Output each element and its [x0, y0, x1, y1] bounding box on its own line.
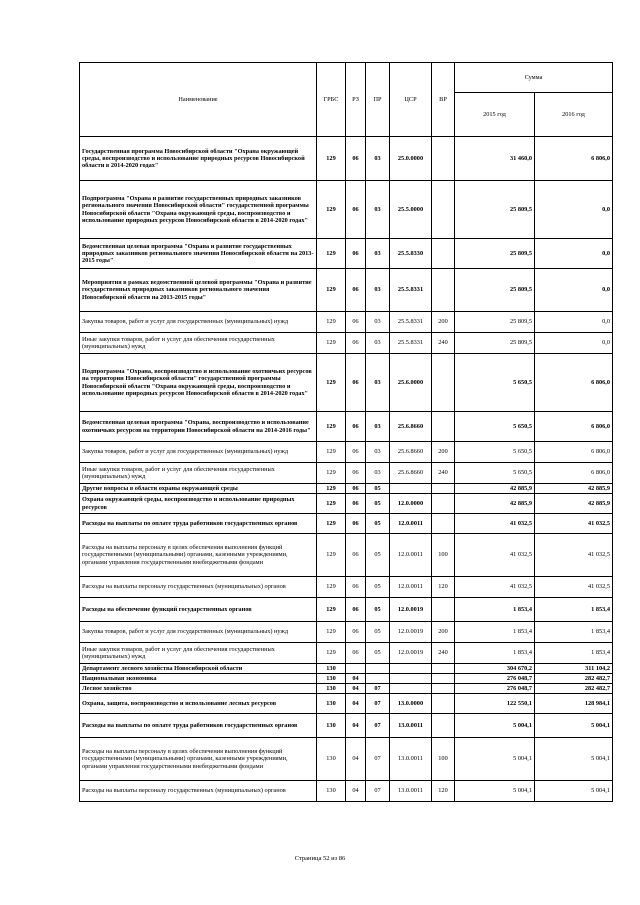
header-vr: ВР — [432, 63, 455, 137]
cell-y2016: 41 032,5 — [535, 577, 613, 598]
table-row — [80, 674, 613, 684]
cell-name: Иные закупки товаров, работ и услуг для обеспечения государственных (муниципальных) нужд — [80, 333, 317, 354]
cell-name: Иные закупки товаров, работ и услуг для обеспечения государственных (муниципальных) нужд — [80, 643, 317, 664]
header-csr: ЦСР — [390, 63, 432, 137]
cell-csr: 12.0.0019 — [390, 622, 432, 643]
cell-y2015: 276 048,7 — [455, 674, 535, 684]
cell-y2016: 6 806,0 — [535, 442, 613, 463]
cell-y2016: 128 984,1 — [535, 694, 613, 714]
cell-pr: 05 — [366, 514, 390, 534]
cell-name: Государственная программа Новосибирской области "Охрана окружающей среды, воспроизводство и использование природных ресурсов Новосибирской области в 2014-2020 годах" — [80, 137, 317, 181]
cell-rz: 06 — [346, 598, 366, 622]
table-row — [80, 781, 613, 802]
table-row — [80, 181, 613, 239]
cell-y2015: 304 670,2 — [455, 664, 535, 674]
cell-vr — [432, 714, 455, 738]
cell-y2015: 41 032,5 — [455, 514, 535, 534]
cell-rz: 06 — [346, 333, 366, 354]
table-row — [80, 312, 613, 333]
cell-pr: 03 — [366, 269, 390, 312]
cell-grbs: 129 — [317, 577, 346, 598]
cell-y2016: 282 482,7 — [535, 674, 613, 684]
table-row — [80, 333, 613, 354]
cell-csr: 25.5.8331 — [390, 312, 432, 333]
cell-rz: 06 — [346, 494, 366, 514]
cell-vr — [432, 484, 455, 494]
cell-pr — [366, 664, 390, 674]
table-row — [80, 598, 613, 622]
cell-name: Подпрограмма "Охрана, воспроизводство и использование охотничьих ресурсов на территории Новосибирской области" государственной программы Новосибирской области "Охрана окружающей среды, воспроизводство и использование природных ресурсов Новосибирской области в 2014-2020 годах" — [80, 354, 317, 412]
header-year-2016: 2016 год — [535, 93, 613, 137]
cell-csr: 25.5.8331 — [390, 333, 432, 354]
cell-grbs: 129 — [317, 534, 346, 577]
cell-grbs: 130 — [317, 694, 346, 714]
cell-y2015: 42 885,9 — [455, 484, 535, 494]
cell-rz: 06 — [346, 239, 366, 269]
table-row — [80, 694, 613, 714]
cell-pr: 03 — [366, 181, 390, 239]
cell-csr: 13.0.0000 — [390, 694, 432, 714]
cell-y2016: 6 806,0 — [535, 463, 613, 484]
cell-vr: 240 — [432, 643, 455, 664]
cell-pr: 05 — [366, 577, 390, 598]
cell-grbs: 129 — [317, 412, 346, 442]
cell-pr: 07 — [366, 738, 390, 781]
cell-rz: 06 — [346, 137, 366, 181]
cell-name: Национальная экономика — [80, 674, 317, 684]
cell-pr: 07 — [366, 684, 390, 694]
cell-y2016: 1 853,4 — [535, 598, 613, 622]
cell-rz: 04 — [346, 694, 366, 714]
cell-vr: 240 — [432, 333, 455, 354]
cell-csr: 12.0.0011 — [390, 514, 432, 534]
table-row — [80, 738, 613, 781]
cell-rz: 06 — [346, 622, 366, 643]
cell-y2016: 5 004,1 — [535, 781, 613, 802]
cell-vr — [432, 598, 455, 622]
cell-grbs: 129 — [317, 333, 346, 354]
cell-name: Ведомственная целевая программа "Охрана, воспроизводство и использование охотничьих ресурсов на территории Новосибирской области на 2014-2016 годы" — [80, 412, 317, 442]
cell-grbs: 129 — [317, 622, 346, 643]
cell-name: Расходы на выплаты персоналу государственных (муниципальных) органов — [80, 781, 317, 802]
cell-grbs: 129 — [317, 354, 346, 412]
cell-grbs: 130 — [317, 738, 346, 781]
cell-grbs: 130 — [317, 664, 346, 674]
cell-pr: 03 — [366, 137, 390, 181]
cell-y2016: 42 885,9 — [535, 484, 613, 494]
table-row — [80, 494, 613, 514]
cell-grbs: 129 — [317, 514, 346, 534]
budget-table-container — [79, 62, 612, 802]
header-rz: РЗ — [346, 63, 366, 137]
cell-vr: 200 — [432, 312, 455, 333]
table-row — [80, 643, 613, 664]
cell-grbs: 129 — [317, 239, 346, 269]
cell-y2015: 1 853,4 — [455, 598, 535, 622]
table-row — [80, 354, 613, 412]
cell-y2016: 1 853,4 — [535, 622, 613, 643]
cell-y2016: 0,0 — [535, 181, 613, 239]
cell-rz: 06 — [346, 181, 366, 239]
cell-y2016: 5 004,1 — [535, 714, 613, 738]
cell-grbs: 129 — [317, 598, 346, 622]
cell-csr — [390, 664, 432, 674]
cell-y2016: 0,0 — [535, 333, 613, 354]
cell-name: Охрана окружающей среды, воспроизводство и использование природных ресурсов — [80, 494, 317, 514]
cell-pr: 05 — [366, 534, 390, 577]
header-sum: Сумма — [455, 63, 613, 93]
cell-vr — [432, 354, 455, 412]
cell-y2016: 0,0 — [535, 239, 613, 269]
cell-csr: 12.0.0019 — [390, 598, 432, 622]
cell-y2016: 0,0 — [535, 312, 613, 333]
cell-rz: 06 — [346, 269, 366, 312]
cell-name: Закупка товаров, работ и услуг для государственных (муниципальных) нужд — [80, 442, 317, 463]
cell-name: Мероприятия в рамках ведомственной целевой программы "Охрана и развитие государственных природных заказников регионального значения Новосибирской области на 2013-2015 годы" — [80, 269, 317, 312]
cell-grbs: 130 — [317, 684, 346, 694]
cell-name: Охрана, защита, воспроизводство и использование лесных ресурсов — [80, 694, 317, 714]
cell-y2015: 31 460,0 — [455, 137, 535, 181]
table-row — [80, 622, 613, 643]
cell-grbs: 129 — [317, 269, 346, 312]
cell-y2015: 5 004,1 — [455, 781, 535, 802]
cell-name: Расходы на выплаты персоналу в целях обеспечения выполнения функций государственными (муниципальными) органами, казенными учреждениями, органами управления государственными внебюджетными фондами — [80, 738, 317, 781]
cell-name: Департамент лесного хозяйства Новосибирской области — [80, 664, 317, 674]
cell-rz: 06 — [346, 412, 366, 442]
table-row — [80, 484, 613, 494]
cell-grbs: 129 — [317, 643, 346, 664]
cell-pr: 03 — [366, 354, 390, 412]
cell-grbs: 129 — [317, 137, 346, 181]
cell-y2015: 5 650,5 — [455, 412, 535, 442]
cell-pr: 03 — [366, 442, 390, 463]
cell-csr: 12.0.0000 — [390, 494, 432, 514]
cell-csr: 13.0.0011 — [390, 738, 432, 781]
budget-table — [79, 62, 613, 802]
cell-name: Подпрограмма "Охрана и развитие государственных природных заказников регионального значения Новосибирской области" государственной программы Новосибирской области "Охрана окружающей среды, воспроизводство и использование природных ресурсов Новосибирской области в 2014-2020 годах" — [80, 181, 317, 239]
cell-y2015: 5 650,5 — [455, 442, 535, 463]
table-row — [80, 137, 613, 181]
header-pr: ПР — [366, 63, 390, 137]
cell-name: Закупка товаров, работ и услуг для государственных (муниципальных) нужд — [80, 622, 317, 643]
cell-vr — [432, 664, 455, 674]
cell-y2016: 5 004,1 — [535, 738, 613, 781]
cell-csr: 25.6.8660 — [390, 463, 432, 484]
cell-y2015: 5 004,1 — [455, 714, 535, 738]
cell-y2015: 122 550,1 — [455, 694, 535, 714]
cell-pr: 05 — [366, 598, 390, 622]
table-row — [80, 577, 613, 598]
table-row — [80, 269, 613, 312]
cell-y2015: 25 809,5 — [455, 269, 535, 312]
cell-csr — [390, 674, 432, 684]
cell-vr — [432, 137, 455, 181]
cell-y2015: 25 809,5 — [455, 181, 535, 239]
table-row — [80, 412, 613, 442]
cell-pr: 07 — [366, 694, 390, 714]
cell-vr — [432, 694, 455, 714]
cell-grbs: 129 — [317, 181, 346, 239]
cell-name: Расходы на выплаты по оплате труда работников государственных органов — [80, 514, 317, 534]
cell-y2015: 42 885,9 — [455, 494, 535, 514]
cell-rz: 06 — [346, 643, 366, 664]
cell-grbs: 129 — [317, 442, 346, 463]
table-body — [80, 137, 613, 802]
page-number: Страница 52 из 86 — [294, 855, 346, 862]
cell-rz: 06 — [346, 442, 366, 463]
cell-pr — [366, 674, 390, 684]
cell-y2016: 6 806,0 — [535, 354, 613, 412]
cell-y2015: 5 650,5 — [455, 463, 535, 484]
cell-rz — [346, 664, 366, 674]
cell-name: Лесное хозяйство — [80, 684, 317, 694]
cell-pr: 05 — [366, 622, 390, 643]
cell-grbs: 130 — [317, 714, 346, 738]
cell-vr — [432, 181, 455, 239]
cell-rz: 06 — [346, 514, 366, 534]
cell-rz: 06 — [346, 534, 366, 577]
cell-csr: 25.6.8660 — [390, 412, 432, 442]
cell-y2015: 25 809,5 — [455, 239, 535, 269]
cell-vr: 200 — [432, 442, 455, 463]
cell-name: Другие вопросы в области охраны окружающей среды — [80, 484, 317, 494]
cell-pr: 03 — [366, 463, 390, 484]
cell-rz: 04 — [346, 684, 366, 694]
cell-pr: 03 — [366, 333, 390, 354]
cell-vr: 120 — [432, 781, 455, 802]
cell-csr: 25.5.8331 — [390, 269, 432, 312]
cell-csr: 13.0.0011 — [390, 714, 432, 738]
cell-grbs: 129 — [317, 463, 346, 484]
cell-rz: 06 — [346, 577, 366, 598]
header-grbs: ГРБС — [317, 63, 346, 137]
cell-name: Расходы на выплаты по оплате труда работников государственных органов — [80, 714, 317, 738]
cell-pr: 03 — [366, 312, 390, 333]
cell-rz: 06 — [346, 463, 366, 484]
cell-y2015: 41 032,5 — [455, 534, 535, 577]
cell-rz: 04 — [346, 738, 366, 781]
cell-pr: 03 — [366, 239, 390, 269]
cell-rz: 06 — [346, 354, 366, 412]
table-row — [80, 684, 613, 694]
cell-rz: 04 — [346, 674, 366, 684]
cell-y2015: 276 048,7 — [455, 684, 535, 694]
cell-grbs: 129 — [317, 312, 346, 333]
table-row — [80, 664, 613, 674]
cell-csr: 12.0.0019 — [390, 643, 432, 664]
cell-name: Расходы на обеспечение функций государственных органов — [80, 598, 317, 622]
cell-pr: 05 — [366, 484, 390, 494]
cell-csr: 25.5.0000 — [390, 181, 432, 239]
cell-y2015: 25 809,5 — [455, 312, 535, 333]
cell-name: Закупка товаров, работ и услуг для государственных (муниципальных) нужд — [80, 312, 317, 333]
cell-grbs: 129 — [317, 484, 346, 494]
cell-y2016: 282 482,7 — [535, 684, 613, 694]
cell-y2015: 25 809,5 — [455, 333, 535, 354]
cell-rz: 04 — [346, 714, 366, 738]
cell-csr: 25.6.8660 — [390, 442, 432, 463]
cell-vr — [432, 684, 455, 694]
cell-rz: 06 — [346, 312, 366, 333]
table-row — [80, 463, 613, 484]
cell-pr: 03 — [366, 412, 390, 442]
cell-name: Ведомственная целевая программа "Охрана и развитие государственных природных заказников регионального значения Новосибирской области на 2013-2015 годы" — [80, 239, 317, 269]
cell-vr — [432, 494, 455, 514]
cell-pr: 05 — [366, 494, 390, 514]
cell-name: Расходы на выплаты персоналу государственных (муниципальных) органов — [80, 577, 317, 598]
cell-csr: 25.5.8330 — [390, 239, 432, 269]
cell-y2015: 1 853,4 — [455, 622, 535, 643]
cell-name: Расходы на выплаты персоналу в целях обеспечения выполнения функций государственными (муниципальными) органами, казенными учреждениями, органами управления государственными внебюджетными фондами — [80, 534, 317, 577]
cell-y2015: 41 032,5 — [455, 577, 535, 598]
cell-y2015: 5 650,5 — [455, 354, 535, 412]
cell-y2016: 42 885,9 — [535, 494, 613, 514]
table-row — [80, 239, 613, 269]
cell-grbs: 130 — [317, 781, 346, 802]
header-name: Наименование — [80, 63, 317, 137]
cell-pr: 07 — [366, 714, 390, 738]
header-year-2015: 2015 год — [455, 93, 535, 137]
table-row — [80, 514, 613, 534]
cell-csr: 12.0.0011 — [390, 534, 432, 577]
cell-rz: 06 — [346, 484, 366, 494]
cell-pr: 07 — [366, 781, 390, 802]
cell-rz: 04 — [346, 781, 366, 802]
cell-y2015: 5 004,1 — [455, 738, 535, 781]
cell-csr — [390, 484, 432, 494]
cell-y2016: 6 806,0 — [535, 137, 613, 181]
cell-y2015: 1 853,4 — [455, 643, 535, 664]
cell-vr — [432, 239, 455, 269]
cell-vr: 120 — [432, 577, 455, 598]
cell-vr — [432, 674, 455, 684]
cell-y2016: 0,0 — [535, 269, 613, 312]
cell-y2016: 6 806,0 — [535, 412, 613, 442]
cell-vr — [432, 514, 455, 534]
cell-csr — [390, 684, 432, 694]
cell-y2016: 1 853,4 — [535, 643, 613, 664]
cell-name: Иные закупки товаров, работ и услуг для обеспечения государственных (муниципальных) нужд — [80, 463, 317, 484]
cell-csr: 25.6.0000 — [390, 354, 432, 412]
table-row — [80, 442, 613, 463]
cell-y2016: 41 032,5 — [535, 534, 613, 577]
cell-y2016: 41 032,5 — [535, 514, 613, 534]
cell-grbs: 129 — [317, 494, 346, 514]
cell-pr: 05 — [366, 643, 390, 664]
cell-vr: 100 — [432, 738, 455, 781]
cell-vr: 100 — [432, 534, 455, 577]
cell-vr — [432, 412, 455, 442]
cell-csr: 25.0.0000 — [390, 137, 432, 181]
cell-vr: 240 — [432, 463, 455, 484]
cell-y2016: 311 104,2 — [535, 664, 613, 674]
cell-csr: 13.0.0011 — [390, 781, 432, 802]
cell-vr — [432, 269, 455, 312]
table-row — [80, 534, 613, 577]
cell-grbs: 130 — [317, 674, 346, 684]
cell-csr: 12.0.0011 — [390, 577, 432, 598]
table-row — [80, 714, 613, 738]
cell-vr: 200 — [432, 622, 455, 643]
